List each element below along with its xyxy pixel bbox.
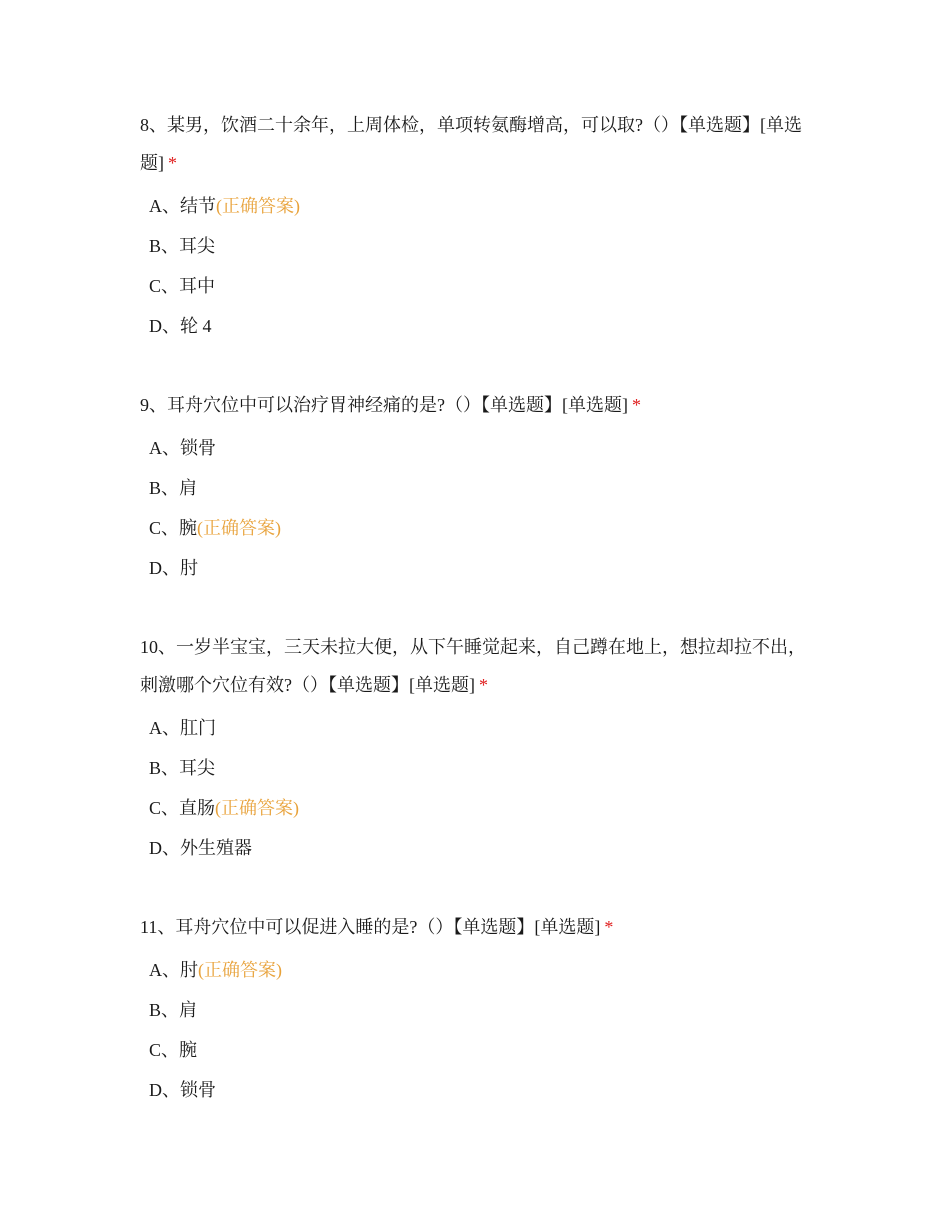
- option-label: C、腕: [149, 518, 198, 538]
- question-8: [140, 106, 810, 346]
- correct-answer-tag: (正确答案): [198, 960, 282, 980]
- option-label: A、肘: [149, 960, 198, 980]
- option-list: [140, 708, 810, 868]
- option-label: C、腕: [149, 1040, 198, 1060]
- question-stem: 10、一岁半宝宝，三天未拉大便，从下午睡觉起来，自己蹲在地上，想拉却拉不出，刺激哪个穴位有效?（）【单选题】[单选题]: [140, 637, 806, 695]
- required-asterisk: *: [604, 917, 614, 937]
- question-text: [140, 386, 810, 424]
- option-label: D、外生殖器: [149, 838, 252, 858]
- option-label: D、锁骨: [149, 1080, 216, 1100]
- required-asterisk: *: [168, 153, 177, 173]
- option-list: [140, 428, 810, 588]
- question-text: [140, 628, 810, 704]
- required-asterisk: *: [478, 675, 488, 695]
- option-c: [140, 788, 810, 828]
- correct-answer-tag: (正确答案): [215, 798, 300, 818]
- required-asterisk: *: [631, 395, 641, 415]
- question-stem: 8、某男，饮酒二十余年，上周体检，单项转氨酶增高，可以取?（）【单选题】[单选题]: [140, 115, 802, 173]
- question-10: [140, 628, 810, 868]
- option-label: A、肛门: [149, 718, 216, 738]
- option-label: C、直肠: [149, 798, 216, 818]
- option-label: A、结节: [149, 196, 216, 216]
- option-c: [140, 266, 810, 306]
- correct-answer-tag: (正确答案): [197, 518, 282, 538]
- option-a: [140, 950, 810, 990]
- option-list: [140, 186, 810, 346]
- question-11: [140, 908, 810, 1110]
- option-label: B、耳尖: [149, 758, 216, 778]
- option-a: [140, 428, 810, 468]
- option-d: [140, 306, 810, 346]
- option-label: C、耳中: [149, 276, 216, 296]
- question-text: [140, 908, 810, 946]
- option-label: B、耳尖: [149, 236, 216, 256]
- option-b: [140, 748, 810, 788]
- question-stem: 9、耳舟穴位中可以治疗胃神经痛的是?（）【单选题】[单选题]: [140, 395, 628, 415]
- option-list: [140, 950, 810, 1110]
- option-d: [140, 1070, 810, 1110]
- option-label: D、肘: [149, 558, 198, 578]
- question-9: [140, 386, 810, 588]
- option-b: [140, 226, 810, 266]
- option-c: [140, 1030, 810, 1070]
- option-label: A、锁骨: [149, 438, 216, 458]
- option-b: [140, 468, 810, 508]
- option-label: D、轮 4: [149, 316, 212, 336]
- option-d: [140, 828, 810, 868]
- option-b: [140, 990, 810, 1030]
- option-d: [140, 548, 810, 588]
- option-c: [140, 508, 810, 548]
- question-stem: 11、耳舟穴位中可以促进入睡的是?（）【单选题】[单选题]: [140, 917, 601, 937]
- option-a: [140, 186, 810, 226]
- option-a: [140, 708, 810, 748]
- option-label: B、肩: [149, 478, 198, 498]
- question-text: [140, 106, 810, 182]
- correct-answer-tag: (正确答案): [216, 196, 300, 216]
- option-label: B、肩: [149, 1000, 198, 1020]
